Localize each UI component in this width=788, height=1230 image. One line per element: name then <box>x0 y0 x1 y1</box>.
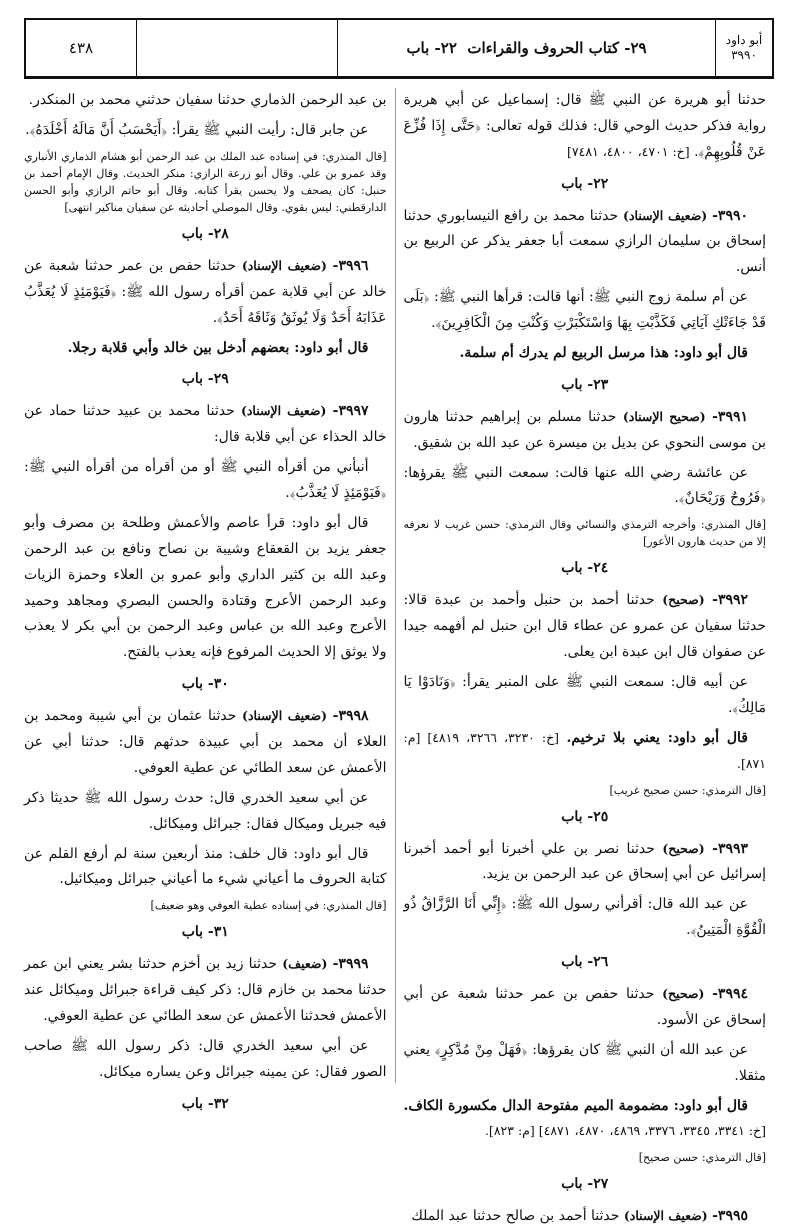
book-name: أبو داود <box>725 33 763 47</box>
section-heading: ٢٢- باب <box>561 175 609 192</box>
column-divider <box>395 88 396 1083</box>
abu-dawud-comment: قال أبو داود: قرأ عاصم والأعمش وطلحة بن مصرف وأبو جعفر يزيد بن القعقاع وشيبة بن نصاح ونافع بن عبد الرحمن وعبد الله بن كثير الداري وأبو عمرو بن العلاء وحمزة الزيات وعبد الرحمن الأعرج وقتادة والحسن البصري ومجاهد وحميد الأعرج وعبد الله بن عباس وعبد الرحمن بن أبي بكر لا يعذب ولا يوثق إلا الحديث المرفوع فإنه يعذب بالفتح. <box>24 514 387 661</box>
paragraph: عن أبيه قال: سمعت النبي ﷺ على المنبر يقرأ: ﴿وَنَادَوْا يَا مَالِكُ﴾. <box>403 674 766 716</box>
hadith-3990: ٣٩٩٠- (ضعيف الإسناد) حدثنا محمد بن رافع النيسابوري حدثنا إسحاق بن سليمان الرازي سمعت أبا جعفر يذكر عن الربيع بن أنس. <box>403 207 766 276</box>
hadith-range: ٣٩٩٠ <box>731 48 757 62</box>
paragraph: عن عبد الله أن النبي ﷺ كان يقرؤها: ﴿فَهَلْ مِنْ مُدَّكِرٍ﴾ يعني مثقلا. <box>403 1041 766 1084</box>
paragraph: عن أبي سعيد الخدري قال: حدث رسول الله ﷺ حديثا ذكر فيه جبريل وميكال فقال: جبرائل وميكائل. <box>24 789 387 832</box>
section-heading: ٣١- باب <box>181 924 229 941</box>
footnote: [قال المنذري: في إسناده عبد الملك بن عبد الرحمن أبو هشام الذماري الأنباري وقد عمرو بن علي. وقال أبو زرعة الرازي: منكر الحديث. وقال الإمام أحمد بن حنبل: كان يصحف ولا يحسن يقرأ كتابه. وقال أبو حاتم الرازي وأبو الحسن الدارقطني: ليس بقوي. وقال الموصلي أحاديثه عن سفيان مناكير انتهى] <box>24 149 387 214</box>
hadith-3991: ٣٩٩١- (صحيح الإسناد) حدثنا مسلم بن إبراهيم حدثنا هارون بن موسى النحوي عن بديل بن ميسرة عن عبد الله بن شقيق. <box>403 408 766 451</box>
text-columns <box>16 88 774 1225</box>
section-heading: ٢٩- باب <box>181 371 229 388</box>
footnote: [قال الترمذي: حسن صحيح] <box>638 1151 766 1165</box>
hadith-3999: ٣٩٩٩- (ضعيف) حدثنا زيد بن أخزم حدثنا بشر يعني ابن عمر حدثنا محمد بن خازم قال: ذكر كيف قراءة جبرائل وميكائل عند الأعمش فحدثنا الأعمش عن سعد الطائي عن عطية العوفي. <box>24 956 387 1025</box>
hadith-3992: ٣٩٩٢- (صحيح) حدثنا أحمد بن حنبل وأحمد بن عبدة قالا: حدثنا سفيان عن عمرو عن عطاء قال ابن حنبل لم أفهمه جيدا عن صفوان قال ابن عبدة ابن يعلى. <box>403 592 766 661</box>
section-heading: ٢٨- باب <box>181 225 229 242</box>
paragraph: عن جابر قال: رأيت النبي ﷺ يقرأ: ﴿أَيَحْسَبُ أَنَّ مَالَهُ أَخْلَدَهُ﴾. <box>25 121 369 138</box>
section-heading: ٢٤- باب <box>561 560 609 577</box>
section-label: ٢٢- باب <box>406 39 457 57</box>
footnote: [قال الترمذي: حسن صحيح غريب] <box>609 783 766 797</box>
section-heading: ٢٧- باب <box>561 1176 609 1193</box>
header-rule <box>24 78 774 79</box>
paragraph: عن عبد الله قال: أقرأني رسول الله ﷺ: ﴿إِنِّي أَنَا الرَّزَّاقُ ذُو الْقُوَّةِ الْمَتِينُ﴾. <box>403 896 766 939</box>
abu-dawud-comment: قال أبو داود: قال خلف: منذ أربعين سنة لم أرفع القلم عن كتابة الحروف ما أعياني شيء ما أعياني جبرائل وميكائيل. <box>24 845 387 888</box>
hadith-3996: ٣٩٩٦- (ضعيف الإسناد) حدثنا حفص بن عمر حدثنا شعبة عن خالد عن أبي قلابة عمن أقرأه رسول الله ﷺ: ﴿فَيَوْمَئِذٍ لَا يُعَذَّبُ عَذَابَهُ أَحَدٌ وَلَا يُوثَقُ وَثَاقَهُ أَحَدٌ﴾. <box>24 257 387 326</box>
header-spacer <box>136 20 337 76</box>
chapter-title-text: ٢٩- كتاب الحروف والقراءات <box>467 39 647 57</box>
abu-dawud-comment: قال أبو داود: مضمومة الميم مفتوحة الدال مكسورة الكاف. [خ: ٣٣٤١، ٣٣٤٥، ٣٣٧٦، ٤٨٦٩، ٤٨٧٠، ٤٨٧١] [م: ٨٢٣]. <box>403 1097 766 1139</box>
hadith-3994: ٣٩٩٤- (صحيح) حدثنا حفص بن عمر حدثنا شعبة عن أبي إسحاق عن الأسود. <box>403 985 766 1028</box>
footnote: [قال المنذري: وأخرجه الترمذي والنسائي وقال الترمذي: حسن غريب لا نعرفه إلا من حديث هارون الأعور] <box>403 518 766 549</box>
paragraph: حدثنا أبو هريرة عن النبي ﷺ قال: إسماعيل عن أبي هريرة رواية فذكر حديث الوحي قال: فذلك قوله تعالى: ﴿حَتَّى إِذَا فُزِّعَ عَنْ قُلُوبِهِمْ﴾. [خ: ٤٧٠١، ٤٨٠٠، ٧٤٨١] <box>403 92 766 160</box>
abu-dawud-comment: قال أبو داود: هذا مرسل الربيع لم يدرك أم سلمة. <box>459 345 748 362</box>
abu-dawud-comment: قال أبو داود: يعني بلا ترخيم. [خ: ٣٢٣٠، ٣٢٦٦، ٤٨١٩] [م: ٨٧١]. <box>403 729 766 771</box>
paragraph: بن عبد الرحمن الذماري حدثنا سفيان حدثني محمد بن المنكدر. <box>28 92 387 108</box>
footnote: [قال المنذري: في إسناده عطية العوفي وهو ضعيف] <box>150 899 387 913</box>
hadith-3993: ٣٩٩٣- (صحيح) حدثنا نصر بن علي أخبرنا أبو أحمد أخبرنا إسرائيل عن أبي إسحاق عن عبد الرحمن بن يزيد. <box>403 840 766 883</box>
paragraph: عن أبي سعيد الخدري قال: ذكر رسول الله ﷺ صاحب الصور فقال: عن يمينه جبرائل وعن يساره ميكائل. <box>24 1037 387 1080</box>
hadith-3995: ٣٩٩٥- (ضعيف الإسناد) حدثنا أحمد بن صالح حدثنا عبد الملك <box>411 1208 748 1225</box>
right-column <box>396 88 775 1225</box>
section-heading: ٢٣- باب <box>561 376 609 393</box>
paragraph: أنبأني من أقرأه النبي ﷺ أو من أقرأه من أقرأه النبي ﷺ: ﴿فَيَوْمَئِذٍ لَا يُعَذَّبُ﴾. <box>24 459 387 501</box>
page-header <box>24 18 774 78</box>
abu-dawud-comment: قال أبو داود: بعضهم أدخل بين خالد وأبي قلابة رجلا. <box>67 339 369 356</box>
page-number: ٤٣٨ <box>68 39 94 57</box>
section-heading: ٣٠- باب <box>181 676 229 693</box>
book-name-box <box>715 20 772 76</box>
section-heading: ٢٥- باب <box>561 808 609 825</box>
chapter-title <box>337 20 715 76</box>
hadith-3998: ٣٩٩٨- (ضعيف الإسناد) حدثنا عثمان بن أبي شيبة ومحمد بن العلاء أن محمد بن أبي عبيدة حدثهم قال: حدثنا أبي عن الأعمش عن سعد الطائي عن عطية العوفي. <box>24 708 387 776</box>
paragraph: عن عائشة رضي الله عنها قالت: سمعت النبي ﷺ يقرؤها: ﴿فَرُوحٌ وَرَيْحَانٌ﴾. <box>403 464 766 507</box>
section-heading: ٢٦- باب <box>561 954 609 971</box>
hadith-3997: ٣٩٩٧- (ضعيف الإسناد) حدثنا محمد بن عبيد حدثنا حماد عن خالد الحذاء عن أبي قلابة قال: <box>24 403 387 446</box>
paragraph: عن أم سلمة زوج النبي ﷺ: أنها قالت: قرأها النبي ﷺ: ﴿بَلَى قَدْ جَاءَتْكِ آيَاتِي فَكَذَّبْتِ بِهَا وَاسْتَكْبَرْتِ وَكُنْتِ مِنَ الْكَافِرِينَ﴾. <box>403 289 766 332</box>
section-heading: ٣٢- باب <box>181 1095 229 1112</box>
left-column <box>16 88 395 1112</box>
